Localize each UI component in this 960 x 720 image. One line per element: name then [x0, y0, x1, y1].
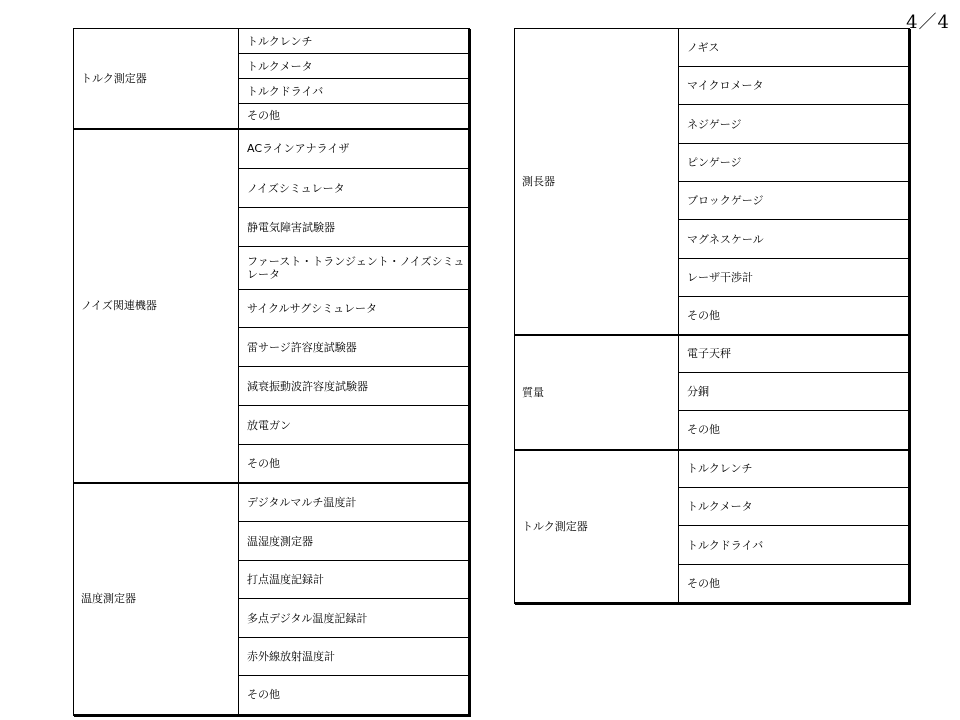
category-cell: 温度測定器: [74, 483, 239, 715]
item-cell: 静電気障害試験器: [239, 208, 469, 247]
item-cell: トルクメータ: [679, 488, 909, 526]
equipment-table-left: [73, 28, 470, 716]
item-cell: ノイズシミュレータ: [239, 169, 469, 208]
item-cell: トルクドライバ: [679, 526, 909, 565]
item-cell: マイクロメータ: [679, 67, 909, 105]
category-cell: ノイズ関連機器: [74, 129, 239, 483]
category-cell: 測長器: [515, 29, 679, 335]
category-cell: 質量: [515, 335, 679, 450]
page-number: 4／4: [906, 12, 950, 33]
item-cell: ネジゲージ: [679, 105, 909, 144]
item-cell: 分銅: [679, 373, 909, 411]
table-row: [74, 29, 469, 54]
item-cell: デジタルマルチ温度計: [239, 483, 469, 522]
table-row: [74, 129, 469, 169]
category-cell: トルク測定器: [74, 29, 239, 129]
item-cell: 多点デジタル温度記録計: [239, 599, 469, 638]
item-cell: その他: [679, 565, 909, 603]
item-cell: ブロックゲージ: [679, 182, 909, 220]
table-row: [515, 335, 909, 373]
table-row: [515, 450, 909, 488]
item-cell: 赤外線放射温度計: [239, 638, 469, 676]
item-cell: トルクメータ: [239, 54, 469, 79]
item-cell: 温湿度測定器: [239, 522, 469, 561]
item-cell: 雷サージ許容度試験器: [239, 328, 469, 367]
item-cell: 放電ガン: [239, 406, 469, 445]
item-cell: その他: [679, 297, 909, 335]
table-body-right: [515, 29, 909, 603]
item-cell: トルクドライバ: [239, 79, 469, 104]
item-cell: その他: [679, 411, 909, 450]
item-cell: その他: [239, 445, 469, 483]
item-cell: トルクレンチ: [239, 29, 469, 54]
item-cell: 打点温度記録計: [239, 561, 469, 599]
item-cell: その他: [239, 676, 469, 715]
table-row: [74, 483, 469, 522]
category-cell: トルク測定器: [515, 450, 679, 603]
item-cell: ファースト・トランジェント・ノイズシミュレータ: [239, 247, 469, 290]
item-cell: 減衰振動波許容度試験器: [239, 367, 469, 406]
item-cell: マグネスケール: [679, 220, 909, 259]
item-cell: 電子天秤: [679, 335, 909, 373]
item-cell: トルクレンチ: [679, 450, 909, 488]
equipment-table-right: [514, 28, 910, 604]
table-row: [515, 29, 909, 67]
item-cell: その他: [239, 104, 469, 129]
item-cell: ノギス: [679, 29, 909, 67]
table-body-left: [74, 29, 469, 715]
item-cell: ACラインアナライザ: [239, 129, 469, 169]
item-cell: ピンゲージ: [679, 144, 909, 182]
item-cell: レーザ干渉計: [679, 259, 909, 297]
item-cell: サイクルサグシミュレータ: [239, 290, 469, 328]
